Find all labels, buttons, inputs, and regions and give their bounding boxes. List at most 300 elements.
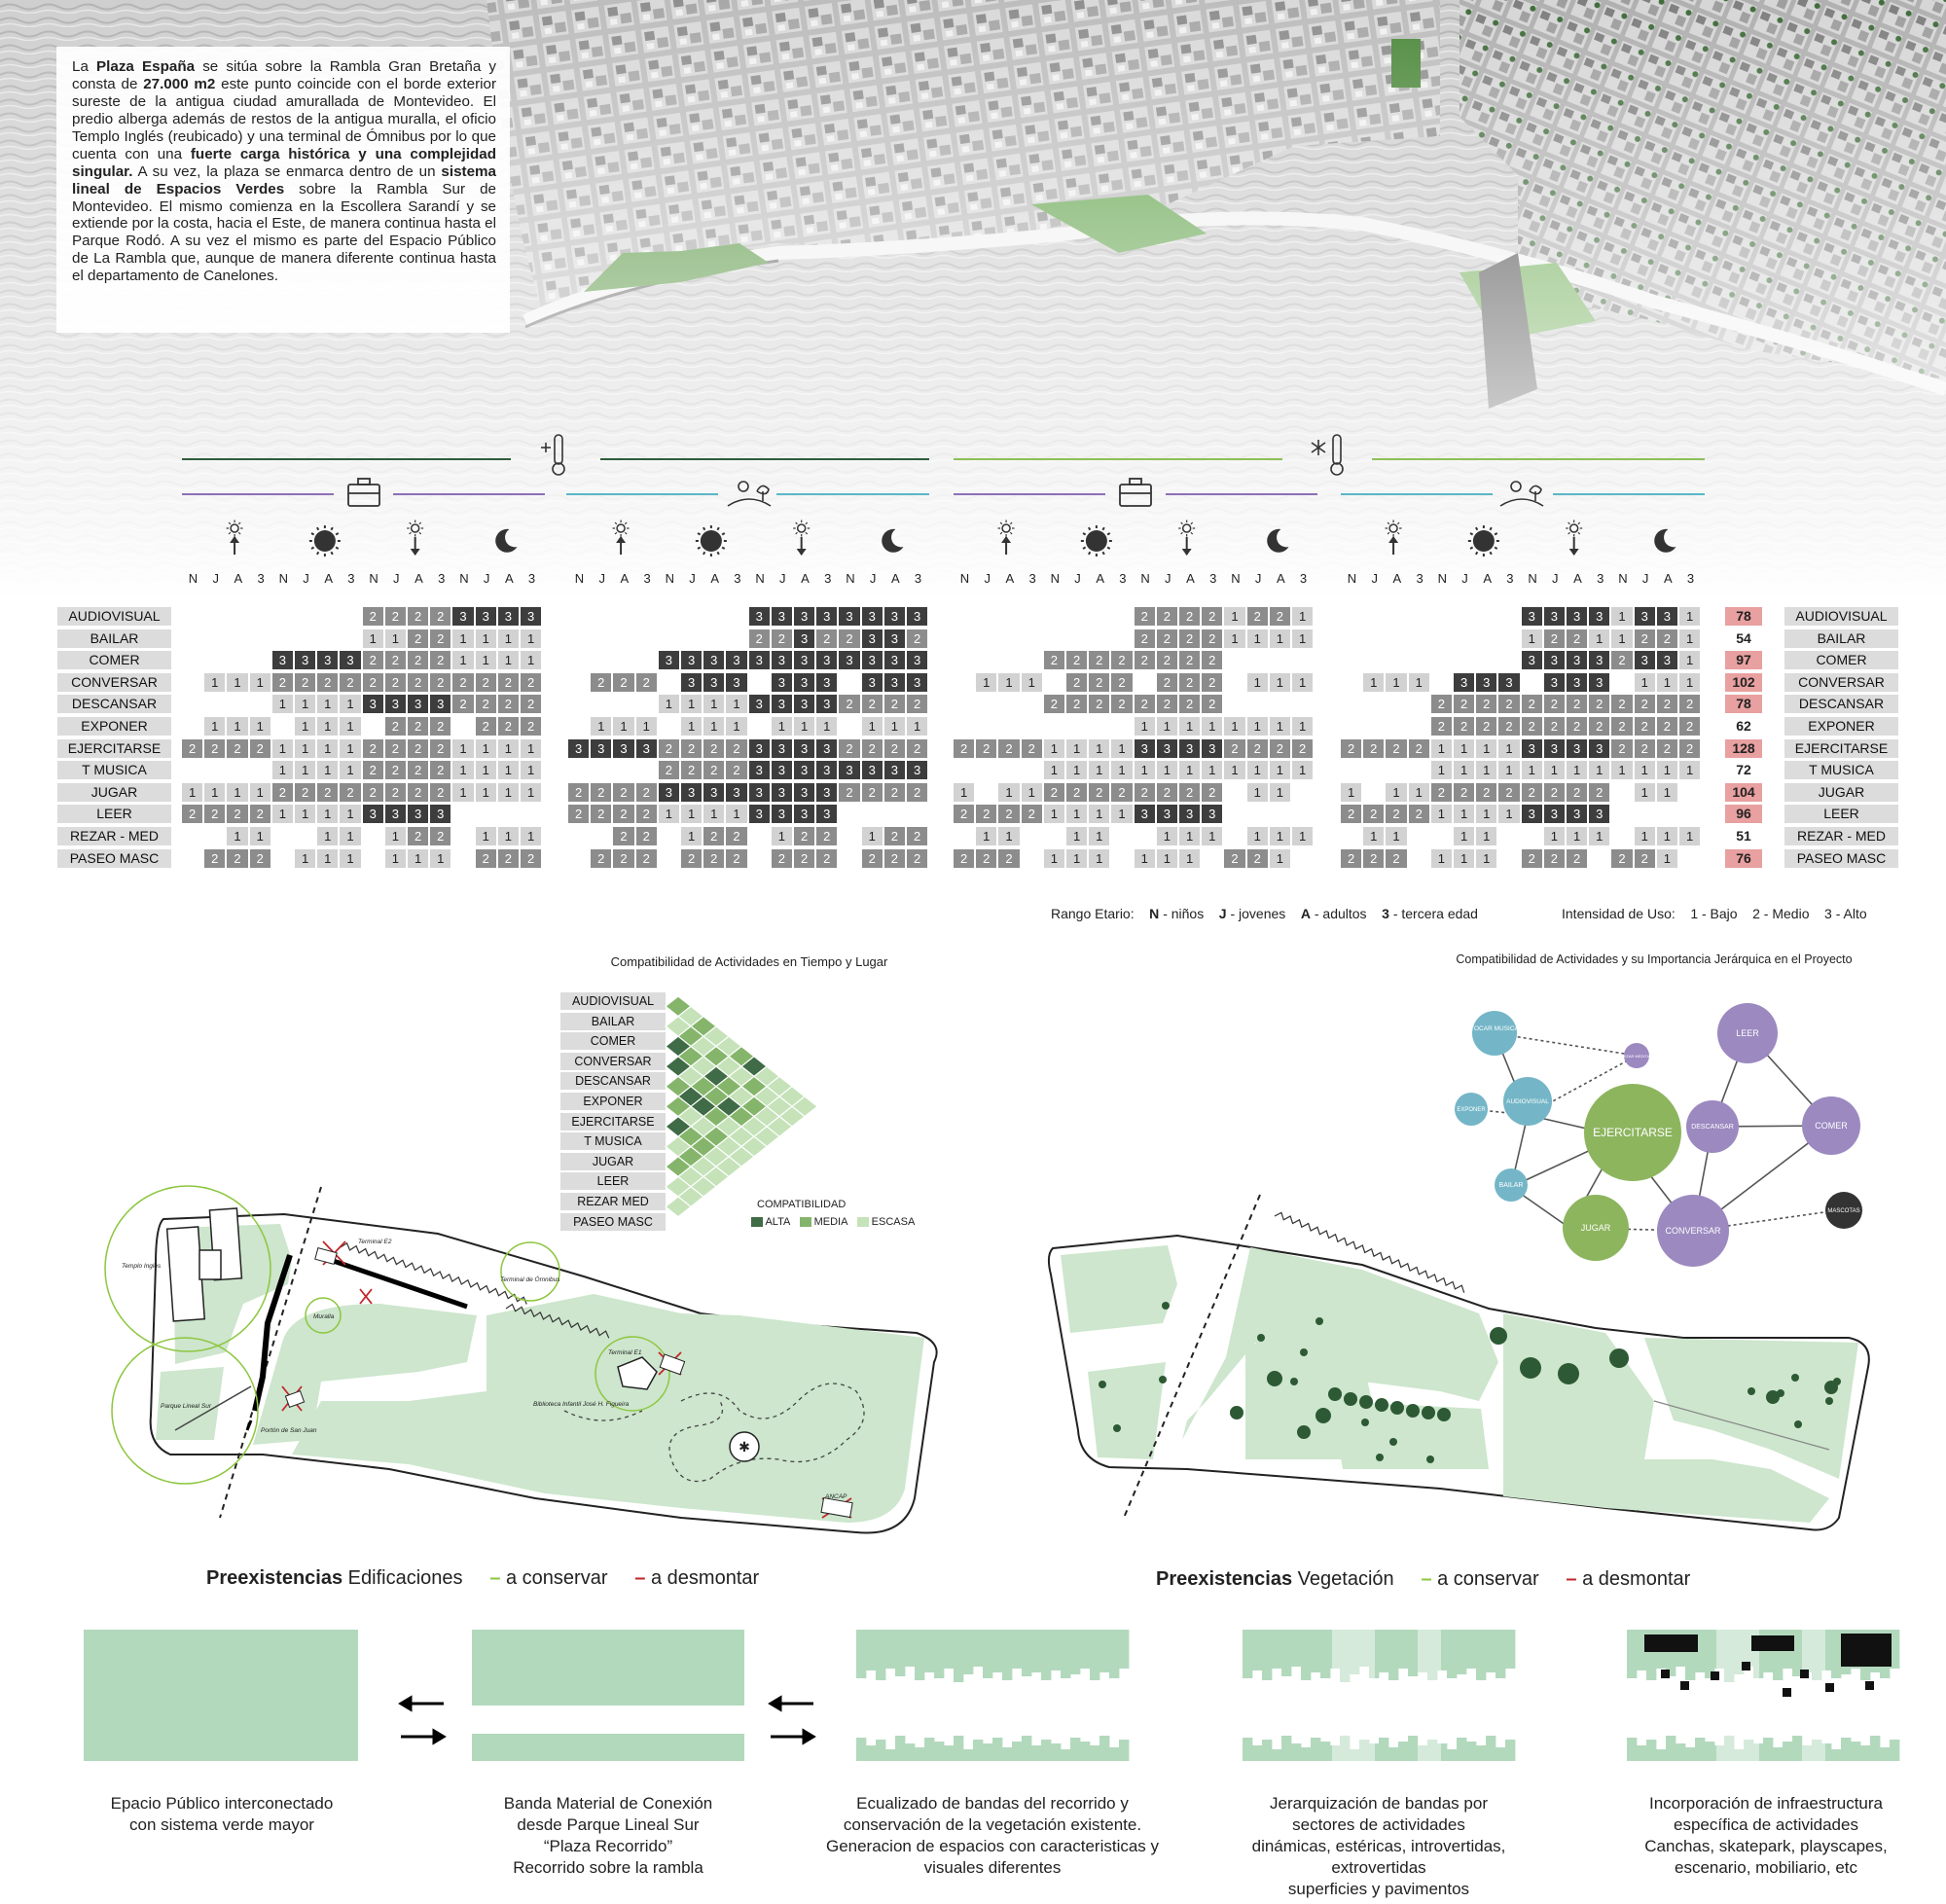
- age-column-label: N: [574, 571, 585, 586]
- svg-text:REZAR MEDITAR: REZAR MEDITAR: [1620, 1054, 1653, 1059]
- intensity-cell: 2: [1089, 673, 1111, 692]
- age-column-label: N: [1618, 571, 1628, 586]
- intensity-cell: 1: [907, 717, 929, 736]
- compat-activity-label: T MUSICA: [560, 1132, 666, 1150]
- intensity-cell: 2: [907, 827, 929, 845]
- age-key-3: 3: [1382, 906, 1389, 921]
- intensity-cell: 1: [1611, 629, 1634, 648]
- age-column-label: N: [1050, 571, 1060, 586]
- intensity-cell: 1: [1224, 717, 1246, 736]
- intensity-cell: 2: [1044, 651, 1066, 669]
- age-column-label: 3: [1028, 571, 1036, 586]
- node-comer: [1802, 1096, 1860, 1155]
- intensity-cell: 1: [1454, 739, 1476, 758]
- intensity-cell: 1: [227, 717, 249, 736]
- age-desc-j: - jovenes: [1230, 906, 1286, 921]
- intensity-cell: 2: [1066, 695, 1089, 713]
- age-column-label: N: [959, 571, 970, 586]
- intensity-cell: 2: [408, 629, 430, 648]
- age-column-label: J: [869, 571, 877, 586]
- age-column-label: J: [1254, 571, 1262, 586]
- intensity-cell: 2: [1679, 739, 1702, 758]
- age-column-label: 3: [527, 571, 536, 586]
- intensity-cell: 1: [182, 783, 204, 802]
- intensity-cell: 3: [749, 739, 772, 758]
- compat-alta-label: ALTA: [765, 1216, 791, 1228]
- intensity-cell: 2: [1544, 717, 1567, 736]
- intensity-cell: 2: [1589, 717, 1611, 736]
- intensity-cell: 2: [976, 805, 998, 823]
- intensity-cell: 2: [1044, 783, 1066, 802]
- intensity-cell: 3: [1135, 739, 1157, 758]
- age-column-label: J: [1074, 571, 1081, 586]
- age-column-label: A: [890, 571, 900, 586]
- intensity-cell: 1: [250, 783, 272, 802]
- intensity-cell: 3: [816, 783, 839, 802]
- intensity-cell: 1: [452, 739, 475, 758]
- intensity-cell: 3: [568, 739, 591, 758]
- age-desc-n: - niños: [1163, 906, 1205, 921]
- age-column-label: N: [1437, 571, 1447, 586]
- svg-text:LEER: LEER: [1736, 1028, 1759, 1038]
- label-terminal-e2: Terminal E2: [358, 1239, 392, 1245]
- caption-line: sectores de actividades: [1292, 1815, 1465, 1835]
- intensity-cell: 2: [636, 673, 659, 692]
- intensity-cell: 2: [1454, 717, 1476, 736]
- intensity-cell: 2: [1498, 695, 1521, 713]
- age-column-label: J: [598, 571, 605, 586]
- intensity-cell: 2: [816, 827, 839, 845]
- intensity-cell: 1: [1111, 805, 1134, 823]
- intensity-cell: 1: [498, 761, 521, 779]
- intensity-cell: 2: [1157, 673, 1179, 692]
- intensity-cell: 2: [1476, 695, 1498, 713]
- age-column-label: 3: [1597, 571, 1604, 586]
- intensity-cell: 1: [295, 695, 317, 713]
- intensity-cell: 1: [613, 717, 635, 736]
- intro-bold-history: fuerte carga histórica y una complejidad singular.: [72, 145, 496, 180]
- band-highlight: [1332, 1630, 1375, 1761]
- intensity-cell: 1: [1498, 805, 1521, 823]
- intensity-cell: 1: [1179, 717, 1202, 736]
- intensity-cell: 3: [1544, 805, 1567, 823]
- intensity-cell: 1: [1341, 783, 1363, 802]
- intensity-cell: 1: [1589, 629, 1611, 648]
- intensity-cell: 3: [1157, 805, 1179, 823]
- activity-label-left: COMER: [57, 651, 171, 669]
- intensity-cell: 2: [498, 695, 521, 713]
- strategy-caption: [1194, 1793, 1564, 1900]
- intensity-cell: 1: [272, 761, 295, 779]
- intensity-cell: 2: [1224, 739, 1246, 758]
- label-biblioteca: Biblioteca Infantil José H. Figueira: [533, 1401, 630, 1408]
- intensity-cell: 3: [1657, 651, 1679, 669]
- activity-label-right: EJERCITARSE: [1784, 739, 1898, 758]
- age-column-label: A: [324, 571, 334, 586]
- age-column-label: 3: [1119, 571, 1127, 586]
- intensity-cell: 3: [1589, 739, 1611, 758]
- intensity-cell: 2: [317, 783, 340, 802]
- caption-line: desde Parque Lineal Sur: [517, 1815, 700, 1835]
- age-column-label: 3: [1299, 571, 1308, 586]
- intensity-cell: 2: [862, 695, 884, 713]
- intensity-cell: 1: [1066, 827, 1089, 845]
- age-column-label: J: [1165, 571, 1171, 586]
- intensity-cell: 3: [794, 783, 816, 802]
- intensity-cell: 1: [862, 827, 884, 845]
- intensity-cell: 1: [272, 805, 295, 823]
- intensity-cell: 2: [385, 783, 408, 802]
- intensity-cell: 3: [430, 695, 452, 713]
- intensity-cell: 2: [521, 695, 543, 713]
- intensity-cell: 1: [317, 695, 340, 713]
- caption-line: visuales diferentes: [923, 1858, 1062, 1878]
- intensity-cell: 3: [1522, 651, 1544, 669]
- intensity-cell: 2: [408, 607, 430, 626]
- pre-edif-conservar: a conservar: [506, 1567, 608, 1589]
- label-porton: Portón de San Juan: [261, 1427, 317, 1434]
- strategy-caption: [1581, 1793, 1946, 1879]
- age-column-label: J: [1641, 571, 1649, 586]
- compat-activity-label: LEER: [560, 1172, 666, 1190]
- intensity-label: Intensidad de Uso:: [1562, 906, 1676, 921]
- intensity-cell: 2: [1363, 849, 1386, 868]
- activity-label-left: REZAR - MED: [57, 827, 171, 845]
- intensity-cell: 2: [340, 783, 362, 802]
- intensity-cell: 1: [498, 783, 521, 802]
- age-column-label: N: [369, 571, 378, 586]
- intensity-cell: 2: [998, 805, 1021, 823]
- intensity-cell: 2: [636, 849, 659, 868]
- intensity-cell: 2: [340, 673, 362, 692]
- intensity-cell: 2: [182, 805, 204, 823]
- intensity-cell: 3: [681, 783, 703, 802]
- compat-title: Compatibilidad de Actividades en Tiempo y Lugar: [610, 954, 888, 969]
- intensity-cell: 1: [1247, 783, 1270, 802]
- intensity-cell: 2: [907, 783, 929, 802]
- intensity-cell: 3: [659, 783, 681, 802]
- strategy-caption: [37, 1793, 407, 1836]
- intensity-cell: 1: [1270, 783, 1292, 802]
- intensity-cell: 3: [794, 761, 816, 779]
- intensity-cell: 2: [452, 673, 475, 692]
- intensity-cell: 1: [1679, 761, 1702, 779]
- intensity-cell: 2: [998, 739, 1021, 758]
- age-desc-3: - tercera edad: [1392, 906, 1478, 921]
- intensity-cell: 2: [1341, 805, 1363, 823]
- intensity-cell: 2: [1089, 783, 1111, 802]
- intensity-cell: 1: [1224, 761, 1246, 779]
- age-column-label: A: [620, 571, 630, 586]
- activity-total: 76: [1725, 849, 1762, 868]
- pre-veg-bold: Preexistencias: [1156, 1568, 1293, 1590]
- intensity-cell: 2: [1476, 717, 1498, 736]
- intensity-cell: 3: [726, 673, 748, 692]
- intensity-cell: 2: [1363, 805, 1386, 823]
- intensity-cell: 2: [1522, 849, 1544, 868]
- intensity-cell: 1: [1679, 673, 1702, 692]
- intensity-cell: 1: [295, 805, 317, 823]
- intensity-cell: 2: [1066, 673, 1089, 692]
- age-column-label: A: [1573, 571, 1582, 586]
- intensity-cell: 2: [726, 761, 748, 779]
- intensity-cell: 3: [794, 739, 816, 758]
- intensity-cell: 1: [1657, 673, 1679, 692]
- activity-total: 54: [1736, 629, 1751, 646]
- intensity-cell: 2: [703, 827, 726, 845]
- intensity-cell: 2: [636, 805, 659, 823]
- intensity-cell: 3: [363, 695, 385, 713]
- caption-line: Incorporación de infraestructura: [1648, 1794, 1884, 1813]
- compat-activity-label: EJERCITARSE: [560, 1113, 666, 1131]
- intensity-cell: 1: [1635, 827, 1657, 845]
- age-column-label: N: [188, 571, 198, 586]
- intensity-cell: 2: [659, 761, 681, 779]
- svg-text:CONVERSAR: CONVERSAR: [1665, 1226, 1721, 1236]
- intensity-cell: 2: [681, 761, 703, 779]
- intensity-cell: 3: [749, 805, 772, 823]
- intensity-cell: 1: [1454, 761, 1476, 779]
- intensity-cell: 3: [884, 607, 907, 626]
- intensity-cell: 2: [1135, 783, 1157, 802]
- intensity-cell: 1: [1247, 673, 1270, 692]
- intensity-cell: 1: [998, 783, 1021, 802]
- activity-label-right: EXPONER: [1784, 717, 1898, 736]
- age-column-label: A: [1276, 571, 1285, 586]
- intensity-cell: 1: [1044, 849, 1066, 868]
- intensity-cell: 2: [1454, 783, 1476, 802]
- intensity-cell: 1: [1157, 849, 1179, 868]
- intensity-cell: 2: [498, 849, 521, 868]
- band-top: [856, 1630, 1129, 1651]
- svg-text:EXPONER: EXPONER: [1457, 1107, 1486, 1113]
- intensity-cell: 3: [659, 651, 681, 669]
- infra-block: [1783, 1688, 1791, 1697]
- intensity-cell: 2: [1247, 739, 1270, 758]
- activity-label-right: AUDIOVISUAL: [1784, 607, 1898, 626]
- intensity-cell: 1: [1179, 849, 1202, 868]
- activity-total: 96: [1725, 805, 1762, 823]
- intensity-cell: 1: [1544, 761, 1567, 779]
- intensity-cell: 1: [726, 805, 748, 823]
- band-top: [1243, 1630, 1515, 1651]
- intensity-cell: 3: [907, 607, 929, 626]
- intensity-cell: 2: [204, 849, 227, 868]
- intensity-cell: 2: [1611, 739, 1634, 758]
- age-desc-a: - adultos: [1314, 906, 1367, 921]
- desmontar-dash-icon: –: [1566, 1568, 1577, 1590]
- intensity-cell: 2: [794, 849, 816, 868]
- intensity-cell: 2: [613, 805, 635, 823]
- intensity-cell: 3: [772, 783, 794, 802]
- intensity-cell: 1: [250, 717, 272, 736]
- activity-total: 104: [1725, 783, 1762, 802]
- intensity-cell: 1: [204, 783, 227, 802]
- age-column-label: A: [234, 571, 243, 586]
- intensity-cell: 2: [862, 849, 884, 868]
- intensity-cell: 2: [1135, 695, 1157, 713]
- intensity-cell: 3: [772, 761, 794, 779]
- intensity-cell: 3: [884, 761, 907, 779]
- intensity-cell: 2: [1292, 739, 1315, 758]
- intensity-cell: 2: [884, 695, 907, 713]
- intensity-cell: 2: [430, 739, 452, 758]
- intensity-cell: 2: [1089, 695, 1111, 713]
- intensity-cell: 3: [1179, 739, 1202, 758]
- intensity-cell: 2: [363, 607, 385, 626]
- intensity-cell: 2: [1589, 695, 1611, 713]
- intensity-cell: 2: [1431, 783, 1454, 802]
- intensity-cell: 2: [816, 849, 839, 868]
- intensity-cell: 2: [816, 629, 839, 648]
- intensity-cell: 2: [1111, 695, 1134, 713]
- intensity-cell: 2: [430, 607, 452, 626]
- intensity-cell: 1: [1679, 607, 1702, 626]
- intensity-cell: 3: [703, 673, 726, 692]
- activity-label-right: CONVERSAR: [1784, 673, 1898, 692]
- intensity-cell: 2: [1202, 695, 1224, 713]
- intensity-cell: 2: [227, 739, 249, 758]
- intensity-cell: 3: [816, 651, 839, 669]
- intensity-cell: 2: [907, 695, 929, 713]
- intensity-cell: 1: [1292, 827, 1315, 845]
- intensity-cell: 2: [204, 805, 227, 823]
- desmontar-dash-icon: –: [634, 1567, 646, 1589]
- intensity-cell: 1: [227, 783, 249, 802]
- intensity-cell: 2: [1202, 629, 1224, 648]
- intensity-cell: 2: [430, 717, 452, 736]
- age-column-label: 3: [734, 571, 741, 586]
- intensity-cell: 3: [772, 673, 794, 692]
- intensity-cell: 2: [1386, 805, 1408, 823]
- band-bottom: [1243, 1751, 1515, 1761]
- intensity-cell: 3: [1567, 607, 1589, 626]
- intensity-cell: 1: [1363, 827, 1386, 845]
- intensity-cell: 1: [1066, 761, 1089, 779]
- intensity-cell: 1: [1386, 827, 1408, 845]
- intensity-cell: 2: [1179, 695, 1202, 713]
- intensity-cell: 2: [430, 629, 452, 648]
- strategy-caption: [808, 1793, 1177, 1879]
- intensity-legend: [1562, 906, 1867, 921]
- intensity-cell: 2: [998, 849, 1021, 868]
- intensity-cell: 2: [1022, 739, 1044, 758]
- intensity-cell: 3: [1567, 739, 1589, 758]
- pre-veg-conservar: a conservar: [1437, 1568, 1539, 1590]
- intensity-cell: 2: [636, 783, 659, 802]
- svg-text:BAILAR: BAILAR: [1498, 1182, 1524, 1189]
- intensity-cell: 1: [862, 717, 884, 736]
- age-column-label: A: [1663, 571, 1673, 586]
- intensity-cell: 2: [408, 651, 430, 669]
- intensity-cell: 2: [1135, 651, 1157, 669]
- intensity-cell: 1: [1179, 827, 1202, 845]
- intensity-cell: 3: [772, 651, 794, 669]
- intensity-cell: 2: [568, 783, 591, 802]
- caption-line: conservación de la vegetación existente.: [843, 1815, 1142, 1835]
- intensity-cell: 3: [816, 761, 839, 779]
- intensity-cell: 1: [1409, 783, 1431, 802]
- intensity-cell: 3: [1544, 607, 1567, 626]
- caption-line: Banda Material de Conexión: [503, 1794, 713, 1813]
- intensity-cell: 2: [1111, 783, 1134, 802]
- intensity-cell: 1: [772, 827, 794, 845]
- intensity-cell: 1: [1135, 717, 1157, 736]
- activity-label-right: REZAR - MED: [1784, 827, 1898, 845]
- intensity-cell: 1: [1247, 761, 1270, 779]
- intensity-cell: 3: [794, 673, 816, 692]
- diagram-2: [472, 1630, 744, 1761]
- age-column-label: 3: [1416, 571, 1423, 586]
- intensity-cell: 2: [1431, 717, 1454, 736]
- svg-text:JUGAR: JUGAR: [1580, 1223, 1611, 1233]
- intensity-cell: 1: [295, 739, 317, 758]
- intensity-cell: 2: [1522, 695, 1544, 713]
- intensity-cell: 3: [749, 695, 772, 713]
- intensity-cell: 2: [430, 827, 452, 845]
- intensity-cell: 1: [1022, 783, 1044, 802]
- activity-total: 72: [1736, 762, 1751, 778]
- intensity-cell: 1: [1454, 827, 1476, 845]
- intensity-cell: 3: [794, 651, 816, 669]
- age-column-label: A: [710, 571, 720, 586]
- intensity-cell: 3: [749, 783, 772, 802]
- intensity-cell: 1: [1635, 673, 1657, 692]
- intensity-cell: 2: [385, 607, 408, 626]
- intensity-cell: 1: [521, 651, 543, 669]
- caption-line: extrovertidas: [1331, 1858, 1426, 1878]
- intensity-cell: 1: [703, 805, 726, 823]
- age-column-label: A: [1096, 571, 1105, 586]
- intensity-medium: 2 - Medio: [1752, 906, 1810, 921]
- intensity-cell: 2: [1386, 739, 1408, 758]
- activity-label-right: DESCANSAR: [1784, 695, 1898, 713]
- intro-text-part: este punto coincide con el borde exterior sureste de la antigua ciudad amurallada de Montevideo. El predio alberga además de restos de la antigua muralla, el oficio Templo Inglés (reubicado) y una terminal de Ómnibus por lo que cuenta con una: [72, 75, 497, 162]
- node-ejercitarse: [1584, 1084, 1681, 1181]
- intro-bold-plaza: Plaza España: [96, 58, 196, 75]
- age-column-label: J: [779, 571, 786, 586]
- pre-edif-title: [206, 1567, 759, 1590]
- intensity-cell: 2: [408, 827, 430, 845]
- intensity-cell: 2: [884, 827, 907, 845]
- age-column-label: 3: [824, 571, 832, 586]
- intensity-cell: 3: [1202, 739, 1224, 758]
- intensity-cell: 3: [1179, 805, 1202, 823]
- intensity-cell: 2: [1202, 607, 1224, 626]
- svg-text:AUDIOVISUAL: AUDIOVISUAL: [1506, 1098, 1549, 1105]
- intensity-cell: 3: [726, 651, 748, 669]
- intensity-cell: 2: [1657, 695, 1679, 713]
- intensity-cell: 2: [1635, 717, 1657, 736]
- intensity-cell: 2: [1611, 717, 1634, 736]
- intensity-cell: 2: [1179, 783, 1202, 802]
- intensity-cell: 2: [295, 783, 317, 802]
- intensity-cell: 2: [1224, 849, 1246, 868]
- pre-veg-rest: Vegetación: [1292, 1568, 1394, 1590]
- intensity-cell: 2: [1179, 673, 1202, 692]
- intensity-cell: 2: [204, 739, 227, 758]
- conservar-dash-icon: –: [489, 1567, 501, 1589]
- intensity-cell: 3: [862, 673, 884, 692]
- intensity-cell: 2: [907, 739, 929, 758]
- intensity-cell: 2: [1476, 783, 1498, 802]
- age-column-label: A: [414, 571, 423, 586]
- intensity-cell: 2: [476, 717, 498, 736]
- intensity-cell: 2: [591, 783, 613, 802]
- compat-activity-label: PASEO MASC: [560, 1213, 666, 1231]
- intensity-cell: 2: [363, 651, 385, 669]
- node-tocar-musica: [1470, 1011, 1519, 1056]
